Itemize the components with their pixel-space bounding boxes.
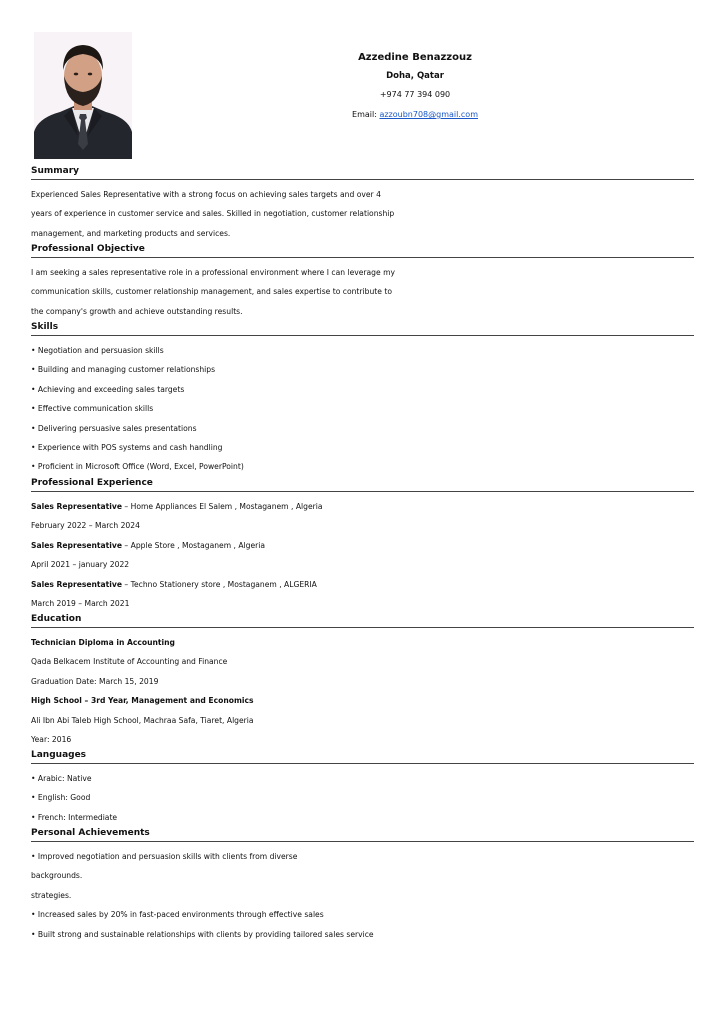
summary-section <box>31 165 694 243</box>
location: Doha, Qatar <box>386 71 444 81</box>
section-title-achievements: Personal Achievements <box>31 827 694 842</box>
section-title-languages: Languages <box>31 749 694 764</box>
language-item: • French: Intermediate <box>31 812 118 822</box>
job-role: Sales Representative <box>31 579 123 589</box>
language-item: • Arabic: Native <box>31 774 92 783</box>
job-dates: March 2019 – March 2021 <box>31 598 130 608</box>
graduation-date: Year: 2016 <box>31 734 72 744</box>
email-line <box>290 109 540 121</box>
languages-section <box>31 749 694 827</box>
skills-section <box>31 321 694 477</box>
skill-item: • Negotiation and persuasion skills <box>31 346 164 355</box>
contact-header <box>290 51 540 121</box>
job-employer: – Techno Stationery store , Mostaganem , ALGERIA <box>122 579 317 589</box>
language-item: • English: Good <box>31 793 91 803</box>
achievement-line: • Increased sales by 20% in fast-paced environments through effective sales <box>31 910 324 920</box>
experience-section <box>31 477 694 613</box>
section-title-education: Education <box>31 613 694 628</box>
email-link[interactable]: azzoubn708@gmail.com <box>379 110 478 119</box>
degree <box>31 691 694 710</box>
objective-line: communication skills, customer relationship management, and sales expertise to contribute to <box>31 287 392 297</box>
graduation-date: Graduation Date: March 15, 2019 <box>31 676 159 686</box>
achievement-line: strategies. <box>31 890 72 900</box>
summary-line: years of experience in customer service and sales. Skilled in negotiation, customer relationship <box>31 209 395 219</box>
skill-item: • Effective communication skills <box>31 404 154 414</box>
school: Ali Ibn Abi Taleb High School, Machraa Safa, Tiaret, Algeria <box>31 715 254 725</box>
skill-item: • Experience with POS systems and cash handling <box>31 442 223 452</box>
education-section <box>31 613 694 749</box>
skill-item: • Delivering persuasive sales presentations <box>31 423 197 433</box>
job-title-line <box>31 536 694 555</box>
email-label: Email: <box>352 110 377 119</box>
section-title-experience: Professional Experience <box>31 477 694 492</box>
phone-number: +974 77 394 090 <box>379 90 451 99</box>
degree-name: High School – 3rd Year, Management and Economics <box>31 696 254 706</box>
school: Qada Belkacem Institute of Accounting and Finance <box>31 657 228 667</box>
objective-section <box>31 243 694 321</box>
achievement-line: • Built strong and sustainable relationships with clients by providing tailored sales service <box>31 929 374 939</box>
job-employer: – Apple Store , Mostaganem , Algeria <box>122 540 266 550</box>
job-title-line <box>31 575 694 594</box>
skill-item: • Proficient in Microsoft Office (Word, Excel, PowerPoint) <box>31 462 244 472</box>
objective-line: I am seeking a sales representative role in a professional environment where I can leverage my <box>31 268 395 277</box>
summary-line: Experienced Sales Representative with a strong focus on achieving sales targets and over 4 <box>31 190 381 199</box>
job-role: Sales Representative <box>31 540 123 550</box>
skill-item: • Achieving and exceeding sales targets <box>31 384 185 394</box>
degree-name: Technician Diploma in Accounting <box>31 638 175 647</box>
section-title-summary: Summary <box>31 165 694 180</box>
degree <box>31 633 694 652</box>
objective-line: the company's growth and achieve outstanding results. <box>31 306 243 316</box>
achievement-line: backgrounds. <box>31 871 83 881</box>
section-title-skills: Skills <box>31 321 694 336</box>
job-employer: – Home Appliances El Salem , Mostaganem , Algeria <box>122 502 323 511</box>
skill-item: • Building and managing customer relationships <box>31 365 216 375</box>
achievements-section <box>31 827 694 944</box>
profile-photo <box>34 32 132 159</box>
job-dates: April 2021 – january 2022 <box>31 560 130 570</box>
section-title-objective: Professional Objective <box>31 243 694 258</box>
job-title-line <box>31 497 694 516</box>
job-dates: February 2022 – March 2024 <box>31 521 140 531</box>
achievement-line: • Improved negotiation and persuasion skills with clients from diverse <box>31 852 298 861</box>
full-name: Azzedine Benazzouz <box>358 52 472 63</box>
summary-line: management, and marketing products and services. <box>31 228 231 238</box>
job-role: Sales Representative <box>31 502 123 511</box>
